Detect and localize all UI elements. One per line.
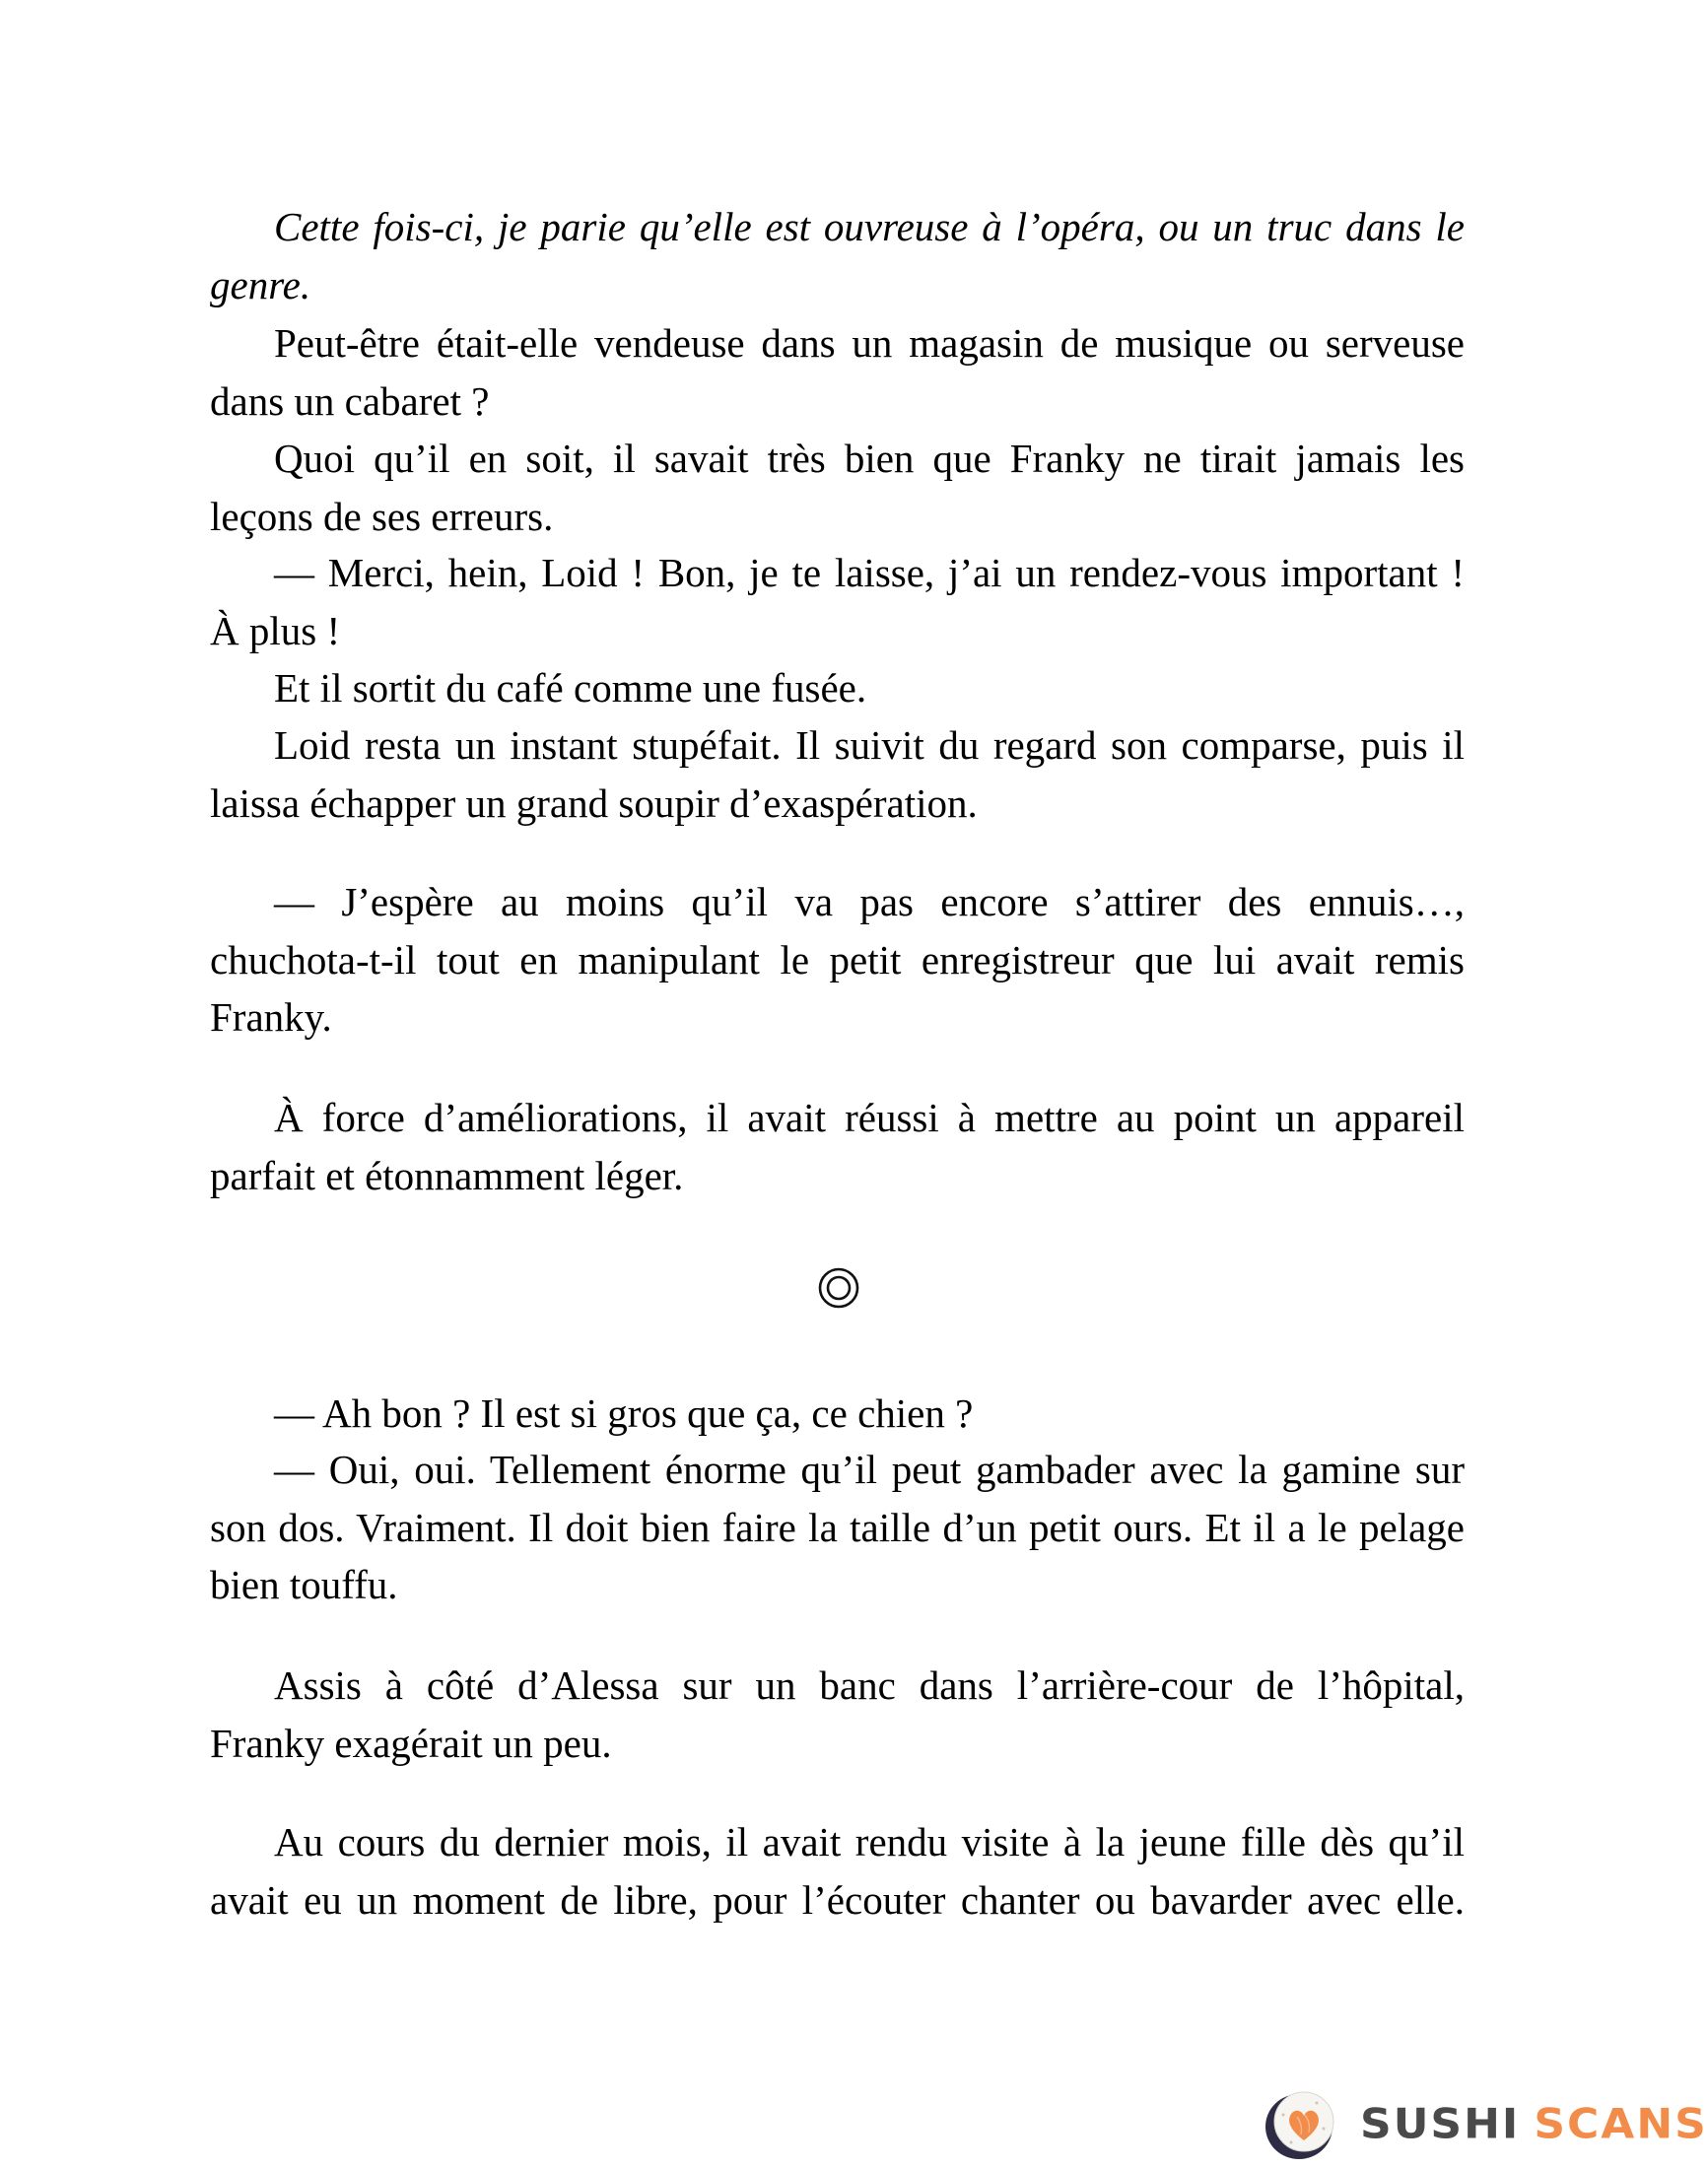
text-line: laissa échapper un grand soupir d’exaspération. <box>210 779 978 826</box>
text-line: avait eu un moment de libre, pour l’écouter chanter ou bavarder avec elle. <box>210 1876 1465 1923</box>
paragraph-italic-thought <box>210 198 1465 313</box>
paragraph <box>210 1089 1465 1204</box>
text-line: leçons de ses erreurs. <box>210 493 554 539</box>
text-line: — Ah bon ? Il est si gros que ça, ce chien ? <box>274 1390 974 1436</box>
paragraph-dialogue <box>210 544 1465 659</box>
watermark-word-sushi: SUSHI <box>1360 2100 1521 2148</box>
text-line: Assis à côté d’Alessa sur un banc dans l’arrière-cour de l’hôpital, <box>274 1662 1465 1708</box>
double-circle-ornament-icon <box>818 1267 859 1309</box>
watermark-word-scans: SCANS <box>1534 2100 1708 2148</box>
text-line: Loid resta un instant stupéfait. Il suivit du regard son comparse, puis il <box>274 722 1465 768</box>
sushi-roll-heart-logo-icon <box>1262 2085 1340 2162</box>
paragraph-dialogue <box>210 1385 1465 1443</box>
watermark-brand-text <box>1360 2102 1708 2147</box>
paragraph <box>210 659 1465 717</box>
sushi-scans-watermark <box>1262 2085 1708 2162</box>
text-line: — Oui, oui. Tellement énorme qu’il peut gambader avec la gamine sur <box>274 1447 1465 1492</box>
text-line: À plus ! <box>210 607 341 653</box>
text-line: son dos. Vraiment. Il doit bien faire la taille d’un petit ours. Et il a le pelage <box>210 1504 1465 1550</box>
paragraph <box>210 1657 1465 1772</box>
text-line: — J’espère au moins qu’il va pas encore s’attirer des ennuis…, <box>274 879 1465 924</box>
paragraph <box>210 1813 1465 1929</box>
paragraph-dialogue <box>210 873 1465 1047</box>
text-line: Cette fois-ci, je parie qu’elle est ouvreuse à l’opéra, ou un truc dans le <box>274 204 1465 249</box>
text-line: dans un cabaret ? <box>210 377 490 424</box>
text-line: À force d’améliorations, il avait réussi à mettre au point un appareil <box>274 1095 1465 1140</box>
text-line: Et il sortit du café comme une fusée. <box>274 665 867 711</box>
text-line: genre. <box>210 261 311 307</box>
paragraph <box>210 314 1465 430</box>
text-line: Quoi qu’il en soit, il savait très bien que Franky ne tirait jamais les <box>274 436 1465 481</box>
text-line: Au cours du dernier mois, il avait rendu visite à la jeune fille dès qu’il <box>274 1819 1465 1864</box>
text-line: — Merci, hein, Loid ! Bon, je te laisse, j’ai un rendez-vous important ! <box>274 550 1465 595</box>
text-line: Franky exagérait un peu. <box>210 1720 612 1766</box>
paragraph-dialogue <box>210 1441 1465 1614</box>
text-line: Franky. <box>210 994 332 1040</box>
text-line: parfait et étonnamment léger. <box>210 1152 684 1198</box>
text-line: chuchota-t-il tout en manipulant le petit enregistreur que lui avait remis <box>210 936 1465 982</box>
paragraph <box>210 716 1465 832</box>
text-line: Peut-être était-elle vendeuse dans un magasin de musique ou serveuse <box>274 320 1465 366</box>
text-line: bien touffu. <box>210 1562 398 1607</box>
paragraph <box>210 430 1465 545</box>
